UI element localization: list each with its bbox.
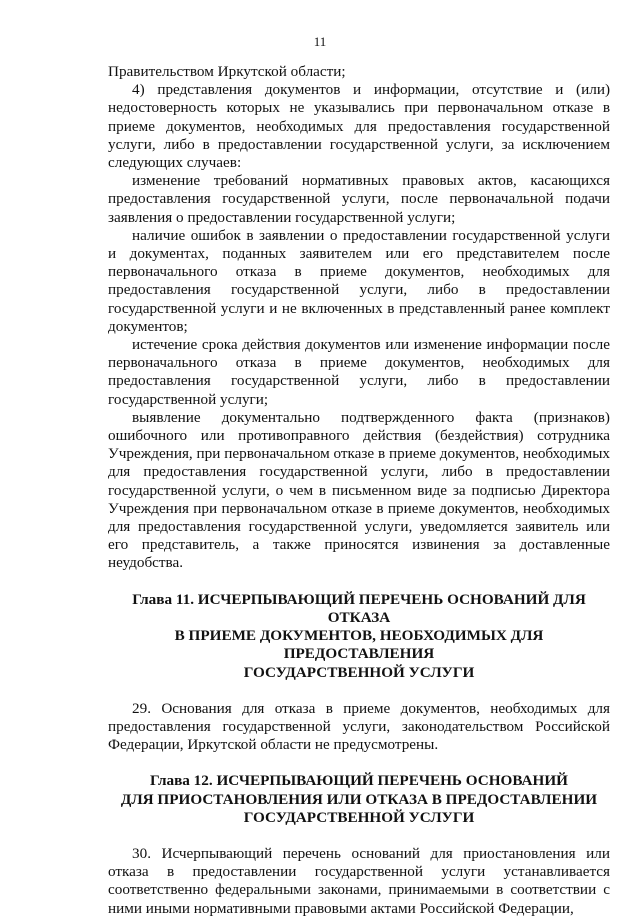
paragraph-case-4: выявление документально подтвержденного факта (признаков) ошибочного или противоправного действия (бездействия) сотрудника Учреждения, при первоначальном отказе в приеме документов, необходимых для предоставления государственной услуги, либо в предоставлении государственной услуги, о чем в письменном виде за подписью Директора Учреждения при первоначальном отказе в приеме документов, необходимых для предоставления государственной услуги, уведомляется заявитель или его представитель, а также приносятся извинения за доставленные неудобства.: [108, 408, 610, 572]
chapter-11-heading-line: Глава 11. ИСЧЕРПЫВАЮЩИЙ ПЕРЕЧЕНЬ ОСНОВАНИЙ ДЛЯ ОТКАЗА: [132, 590, 586, 626]
chapter-11-heading-line: В ПРИЕМЕ ДОКУМЕНТОВ, НЕОБХОДИМЫХ ДЛЯ ПРЕДОСТАВЛЕНИЯ: [174, 627, 544, 663]
chapter-11-heading-line: ГОСУДАРСТВЕННОЙ УСЛУГИ: [243, 663, 475, 681]
paragraph-continuation: Правительством Иркутской области;: [108, 63, 346, 80]
paragraph-item-4: 4) представления документов и информации, отсутствие и (или) недостоверность которых не указывались при первоначальном отказе в приеме документов, необходимых для предоставления государственной услуги, либо в предоставлении государственной услуги, за исключением следующих случаев:: [108, 81, 610, 172]
paragraph-case-1: изменение требований нормативных правовых актов, касающихся предоставления государственной услуги, после первоначальной подачи заявления о предоставлении государственной услуги;: [108, 172, 610, 226]
chapter-11-heading: [108, 591, 610, 682]
chapter-12-heading: [108, 772, 610, 827]
chapter-12-heading-line: ДЛЯ ПРИОСТАНОВЛЕНИЯ ИЛИ ОТКАЗА В ПРЕДОСТАВЛЕНИИ: [120, 790, 598, 808]
chapter-12-heading-line: ГОСУДАРСТВЕННОЙ УСЛУГИ: [243, 808, 475, 826]
chapter-12-heading-line: Глава 12. ИСЧЕРПЫВАЮЩИЙ ПЕРЕЧЕНЬ ОСНОВАНИЙ: [150, 772, 568, 790]
paragraph-29: 29. Основания для отказа в приеме документов, необходимых для предоставления государственной услуги, законодательством Российской Федерации, Иркутской области не предусмотрены.: [108, 699, 610, 754]
page-number: 11: [313, 34, 327, 49]
paragraph-case-3: истечение срока действия документов или изменение информации после первоначального отказа в приеме документов, необходимых для предоставления государственной услуги, либо в предоставлении государственной услуги;: [108, 336, 610, 408]
document-body: [108, 63, 610, 918]
paragraph-case-2: наличие ошибок в заявлении о предоставлении государственной услуги и документах, поданных заявителем или его представителем после первоначального отказа в приеме документов, необходимых для предоставления государственной услуги, либо в предоставлении государственной услуги и не включенных в представленный ранее комплект документов;: [108, 226, 610, 335]
paragraph-30: 30. Исчерпывающий перечень оснований для приостановления или отказа в предоставлении государственной услуги устанавливается соответственно федеральными законами, принимаемыми в соответствии с ними иными нормативными правовыми актами Российской Федерации,: [108, 844, 610, 917]
